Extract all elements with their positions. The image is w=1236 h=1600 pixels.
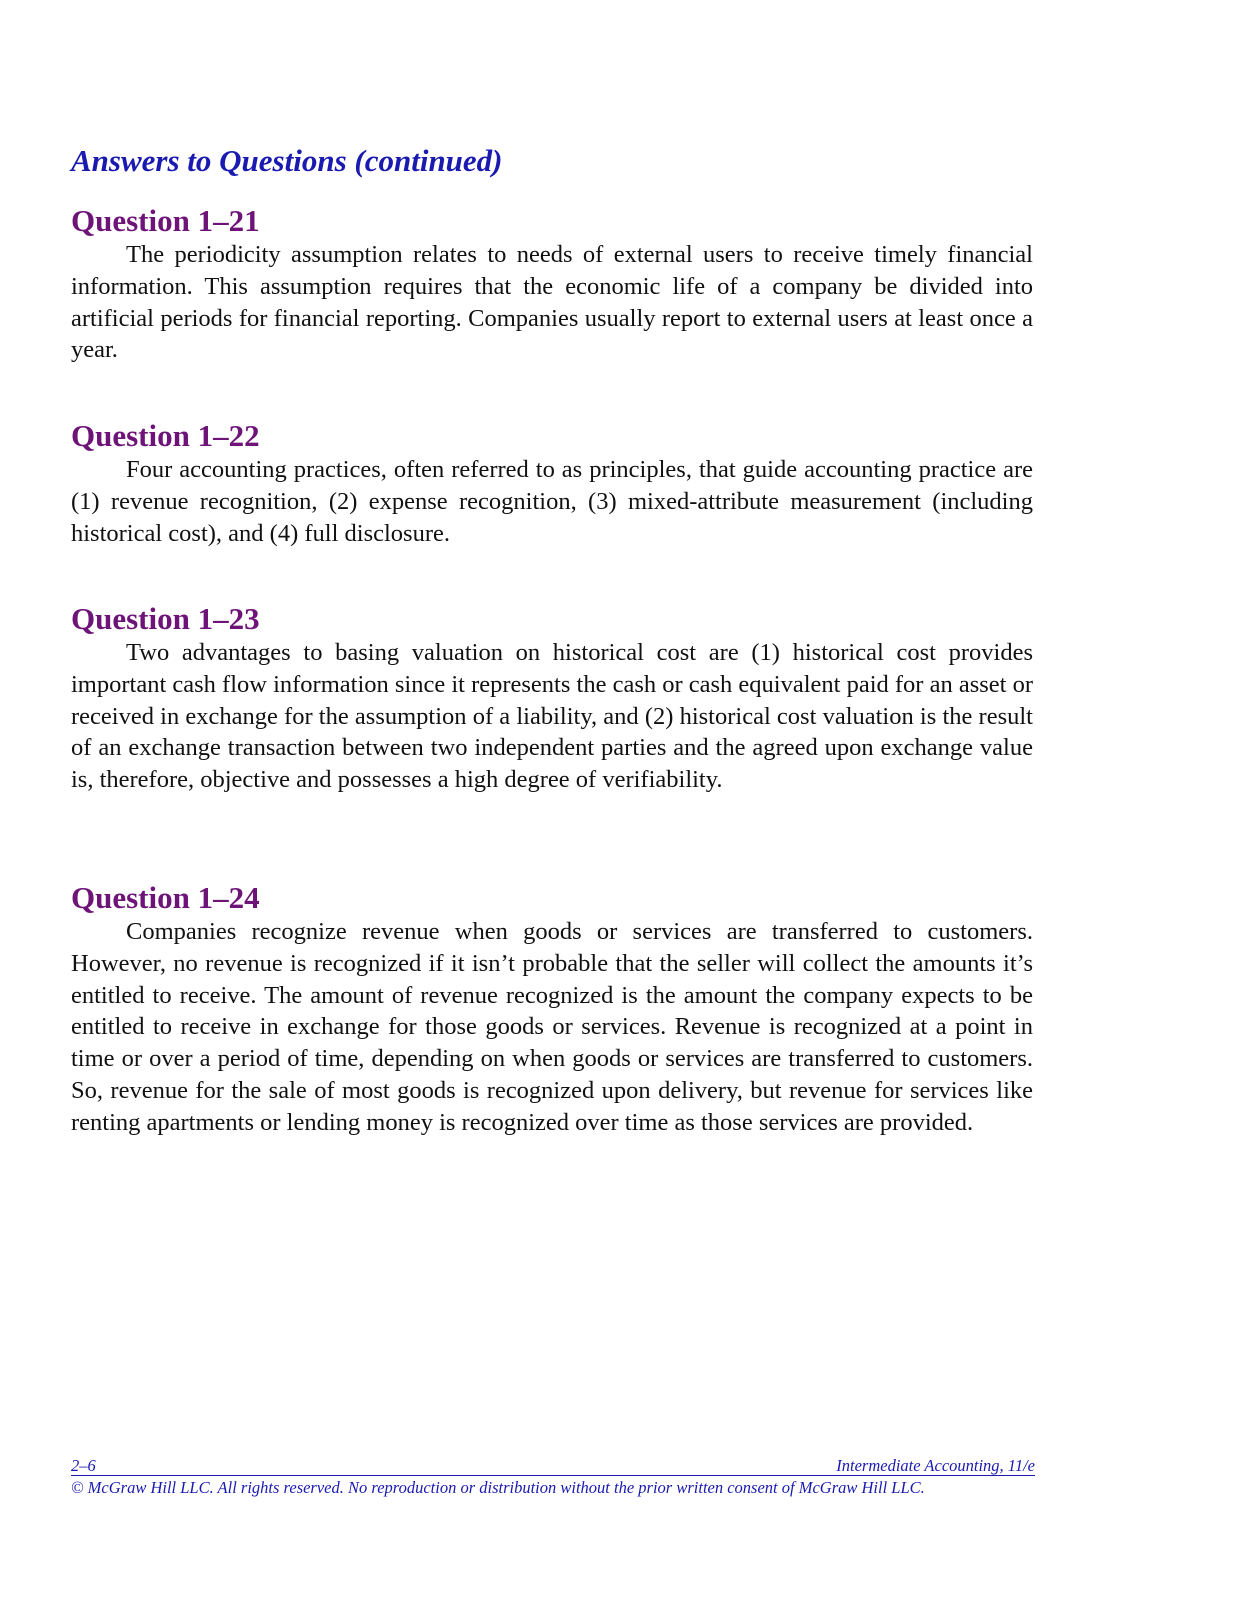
question-1-21-section bbox=[71, 203, 1033, 366]
question-answer: Four accounting practices, often referred to as principles, that guide accounting practice are (1) revenue recognition, (2) expense recognition, (3) mixed-attribute measurement (including historical cost), and (4) full disclosure. bbox=[71, 456, 1033, 547]
question-1-22-section bbox=[71, 418, 1033, 549]
footer-copyright: © McGraw Hill LLC. All rights reserved. No reproduction or distribution without the prior written consent of McGraw Hill LLC. bbox=[71, 1478, 925, 1497]
question-answer: Companies recognize revenue when goods or services are transferred to customers. However, no revenue is recognized if it isn’t probable that the seller will collect the amounts it’s entitled to receive. The amount of revenue recognized is the amount the company expects to be entitled to receive in exchange for those goods or services. Revenue is recognized at a point in time or over a period of time, depending on when goods or services are transferred to customers. So, revenue for the sale of most goods is recognized upon delivery, but revenue for services like renting apartments or lending money is recognized over time as those services are provided. bbox=[71, 918, 1033, 1136]
question-heading: Question 1–21 bbox=[71, 203, 260, 238]
question-heading: Question 1–23 bbox=[71, 601, 260, 636]
question-1-23-section bbox=[71, 601, 1033, 796]
footer-book-title: Intermediate Accounting, 11/e bbox=[836, 1456, 1035, 1475]
question-answer: The periodicity assumption relates to needs of external users to receive timely financial information. This assumption requires that the economic life of a company be divided into artificial periods for financial reporting. Companies usually report to external users at least once a year. bbox=[71, 241, 1033, 364]
question-heading: Question 1–22 bbox=[71, 418, 260, 453]
question-heading: Question 1–24 bbox=[71, 880, 260, 915]
question-1-24-section bbox=[71, 880, 1033, 1139]
page-title: Answers to Questions (continued) bbox=[71, 143, 503, 178]
footer-page-number: 2–6 bbox=[71, 1456, 96, 1475]
question-answer: Two advantages to basing valuation on historical cost are (1) historical cost provides important cash flow information since it represents the cash or cash equivalent paid for an asset or received in exchange for the assumption of a liability, and (2) historical cost valuation is the result of an exchange transaction between two independent parties and the agreed upon exchange value is, therefore, objective and possesses a high degree of verifiability. bbox=[71, 639, 1033, 794]
page-footer bbox=[71, 1456, 1035, 1476]
